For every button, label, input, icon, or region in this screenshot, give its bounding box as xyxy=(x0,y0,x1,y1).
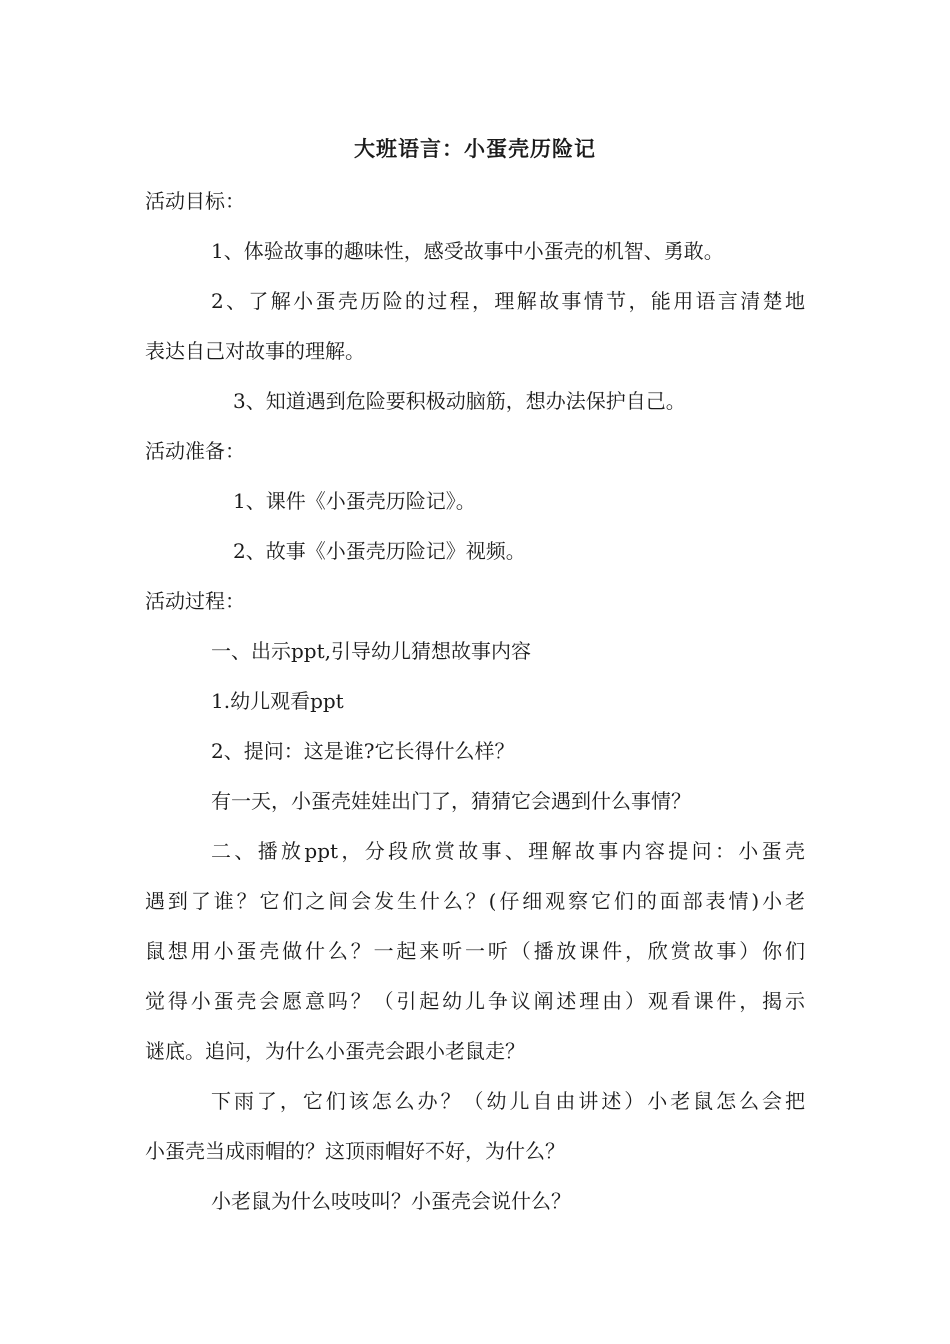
process-step-2-line-1: 二、播放ppt，分段欣赏故事、理解故事内容提问：小蛋壳 xyxy=(211,839,805,863)
rain-paragraph-line-1: 下雨了，它们该怎么办？（幼儿自由讲述）小老鼠怎么会把 xyxy=(211,1089,805,1113)
process-step-1-1: 1.幼儿观看ppt xyxy=(211,689,344,713)
page-title: 大班语言：小蛋壳历险记 xyxy=(354,137,596,161)
process-step-2-line-2: 遇到了谁？它们之间会发生什么？(仔细观察它们的面部表情)小老 xyxy=(145,889,805,913)
goal-3: 3、知道遇到危险要积极动脑筋，想办法保护自己。 xyxy=(233,389,686,413)
rain-paragraph-line-2: 小蛋壳当成雨帽的？这顶雨帽好不好，为什么？ xyxy=(145,1139,565,1163)
process-step-1: 一、出示ppt,引导幼儿猜想故事内容 xyxy=(211,639,531,663)
process-step-1-2: 2、提问：这是谁?它长得什么样？ xyxy=(211,739,515,763)
process-step-2-line-5: 谜底。追问，为什么小蛋壳会跟小老鼠走？ xyxy=(145,1039,525,1063)
process-step-2-line-3: 鼠想用小蛋壳做什么？一起来听一听（播放课件，欣赏故事）你们 xyxy=(145,939,805,963)
process-step-1-3: 有一天，小蛋壳娃娃出门了，猜猜它会遇到什么事情？ xyxy=(211,789,691,813)
process-step-2-line-4: 觉得小蛋壳会愿意吗？（引起幼儿争议阐述理由）观看课件，揭示 xyxy=(145,989,805,1013)
goal-1: 1、体验故事的趣味性，感受故事中小蛋壳的机智、勇敢。 xyxy=(211,239,724,263)
mouse-paragraph: 小老鼠为什么吱吱叫？小蛋壳会说什么？ xyxy=(211,1189,571,1213)
process-heading: 活动过程： xyxy=(145,589,245,613)
prep-item-1: 1、课件《小蛋壳历险记》。 xyxy=(233,489,476,513)
goals-heading: 活动目标： xyxy=(145,189,245,213)
goal-2-line-2: 表达自己对故事的理解。 xyxy=(145,339,365,363)
goal-2-line-1: 2、了解小蛋壳历险的过程，理解故事情节，能用语言清楚地 xyxy=(211,289,805,313)
prep-item-2: 2、故事《小蛋壳历险记》视频。 xyxy=(233,539,526,563)
prep-heading: 活动准备： xyxy=(145,439,245,463)
